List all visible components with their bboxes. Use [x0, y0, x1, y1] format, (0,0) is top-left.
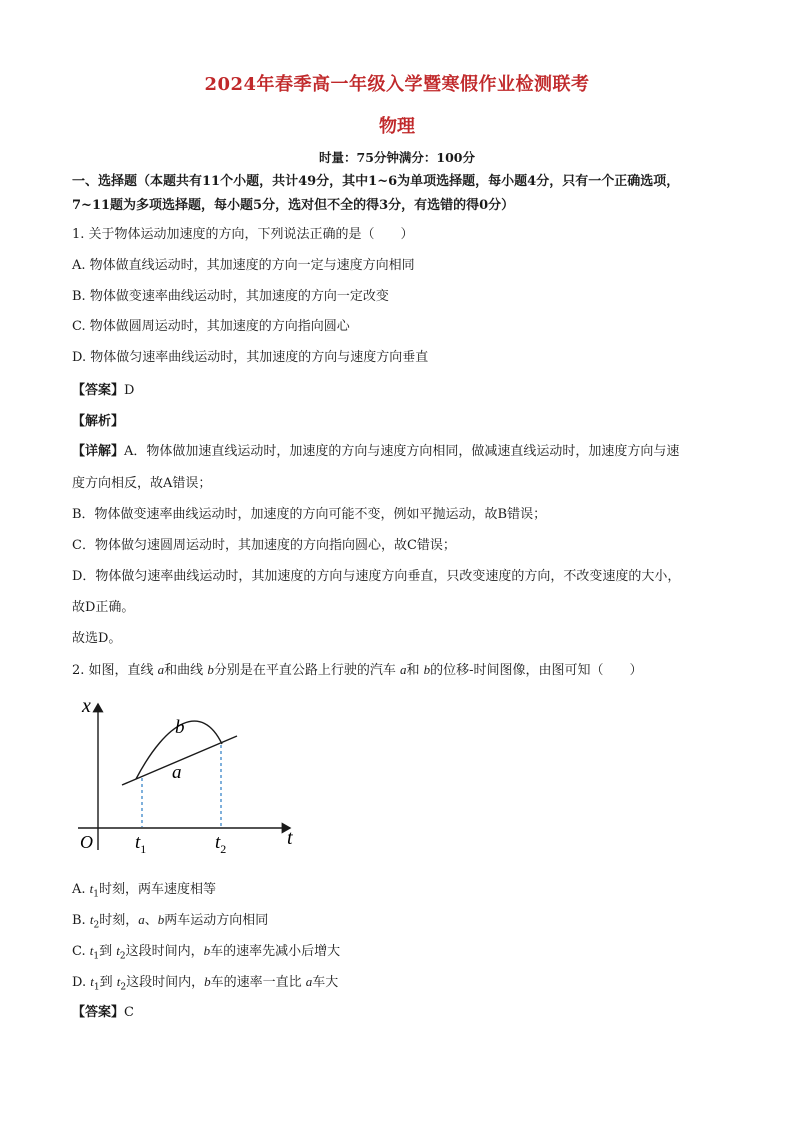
x-axis-label: t [287, 827, 293, 849]
q2-option-b [72, 911, 268, 935]
option-text: 车的速率一直比 [210, 975, 306, 990]
t-subscript: 2 [93, 920, 100, 931]
t1-subscript: 1 [140, 842, 147, 856]
q2-stem-text: 和曲线 [164, 663, 208, 678]
section-instructions-line-2: 7~11题为多项选择题，每小题5分，选对但不全的得3分，有选错的得0分） [72, 198, 515, 213]
answer-value: C [124, 1005, 134, 1020]
option-text: 、 [144, 913, 158, 928]
t-subscript: 1 [93, 889, 100, 900]
var-b: b [204, 974, 211, 989]
option-prefix: A. [72, 882, 90, 897]
option-text: 到 [99, 975, 117, 990]
analysis-tag: 【解析】 [72, 414, 125, 429]
q2-var-b: b [423, 662, 431, 677]
option-text: 两车运动方向相同 [164, 913, 269, 928]
var-a: a [138, 912, 145, 927]
q1-detail-line-5: D．物体做匀速率曲线运动时，其加速度的方向与速度方向垂直，只改变速度的方向，不改变速度的大小， [72, 569, 681, 584]
subject-title: 物理 [379, 116, 415, 137]
option-prefix: D. [72, 975, 91, 990]
q2-position-time-graph [72, 690, 312, 865]
exam-title: 2024年春季高一年级入学暨寒假作业检测联考 [204, 74, 590, 95]
option-text: 时刻， [99, 913, 139, 928]
origin-label: O [80, 832, 93, 852]
q1-option-a: A. 物体做直线运动时，其加速度的方向一定与速度方向相同 [72, 258, 415, 273]
option-text: 时刻，两车速度相等 [99, 882, 217, 897]
option-text: 这段时间内， [126, 975, 205, 990]
q2-var-a: a [399, 662, 407, 677]
q2-option-a [72, 880, 216, 904]
y-axis-label: x [82, 695, 91, 717]
detail-text: A．物体做加速直线运动时，加速度的方向与速度方向相同，做减速直线运动时，加速度方向与速 [124, 444, 680, 459]
option-prefix: C. [72, 944, 90, 959]
q1-detail-line-4: C．物体做匀速圆周运动时，其加速度的方向指向圆心，故C错误； [72, 538, 456, 553]
q1-detail-line-6: 故D正确。 [72, 600, 135, 615]
t-symbol: t [116, 974, 121, 989]
t-symbol: t [89, 943, 94, 958]
option-text: 车大 [312, 975, 339, 990]
t2-symbol: t [215, 832, 221, 853]
t-subscript: 1 [93, 951, 100, 962]
q1-detail-line-7: 故选D。 [72, 631, 122, 646]
section-instructions-line-1: 一、选择题（本题共有11个小题，共计49分，其中1~6为单项选择题，每小题4分，只有一个正确选项， [72, 174, 680, 189]
detail-tag: 【详解】 [72, 444, 125, 459]
t2-label [215, 832, 226, 856]
q1-detail-line-3: B．物体做变速率曲线运动时，加速度的方向可能不变，例如平抛运动，故B错误； [72, 507, 547, 522]
q2-option-d [72, 973, 338, 997]
option-text: 这段时间内， [125, 944, 204, 959]
curve-b-label: b [175, 717, 185, 738]
q2-stem [72, 661, 643, 680]
answer-value: D [124, 383, 135, 398]
q1-detail-line-1 [72, 443, 679, 461]
t-symbol: t [89, 881, 94, 896]
t1-label [135, 832, 146, 856]
t-symbol: t [90, 974, 94, 989]
answer-tag: 【答案】 [72, 383, 125, 398]
q2-stem-text: 2. 如图，直线 [72, 663, 158, 678]
q1-stem: 1. 关于物体运动加速度的方向，下列说法正确的是（ ） [72, 227, 414, 242]
q2-stem-text: 分别是在平直公路上行驶的汽车 [213, 663, 400, 678]
q1-option-c: C. 物体做圆周运动时，其加速度的方向指向圆心 [72, 319, 350, 334]
option-text: 车的速率先减小后增大 [210, 944, 341, 959]
t2-subscript: 2 [220, 842, 227, 856]
line-a-label: a [172, 762, 182, 783]
var-b: b [203, 943, 211, 958]
var-b: b [157, 912, 165, 927]
t-subscript: 2 [119, 951, 126, 962]
t-subscript: 1 [93, 982, 100, 993]
q2-option-c [72, 942, 340, 966]
q2-var-a: a [157, 662, 165, 677]
var-a: a [305, 974, 313, 989]
t-subscript: 2 [120, 982, 127, 993]
q2-stem-text: 和 [406, 663, 424, 678]
answer-tag: 【答案】 [72, 1005, 125, 1020]
t1-symbol: t [135, 832, 141, 853]
q1-detail-line-2: 度方向相反，故A错误； [72, 476, 212, 491]
q1-option-b: B. 物体做变速率曲线运动时，其加速度的方向一定改变 [72, 289, 389, 304]
t-symbol: t [116, 943, 120, 958]
q2-answer [72, 1004, 134, 1022]
q1-analysis-tag [72, 413, 124, 431]
option-prefix: B. [72, 913, 90, 928]
exam-meta: 时量：75分钟满分：100分 [319, 150, 475, 165]
q1-option-d: D. 物体做匀速率曲线运动时，其加速度的方向与速度方向垂直 [72, 350, 429, 365]
option-text: 到 [99, 944, 117, 959]
q1-answer [72, 382, 134, 400]
q2-var-b: b [207, 662, 214, 677]
t-symbol: t [89, 912, 94, 927]
q2-stem-text: 的位移-时间图像，由图可知（ ） [430, 663, 643, 678]
